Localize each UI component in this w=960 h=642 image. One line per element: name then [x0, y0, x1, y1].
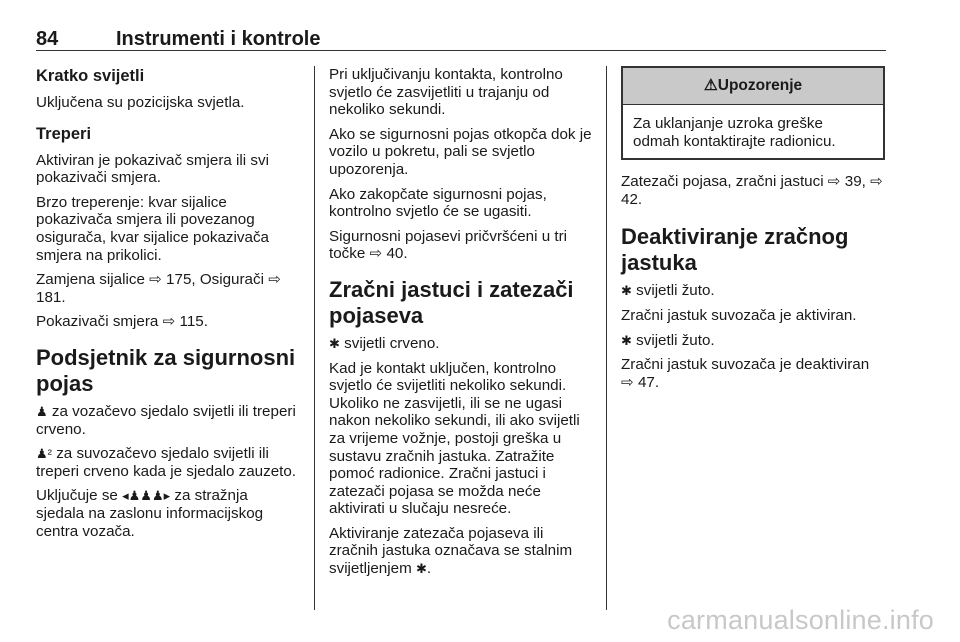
paragraph: Aktiviran je pokazivač smjera ili svi pokazivači smjera.	[36, 151, 269, 187]
page-number: 84	[36, 28, 59, 50]
watermark: carmanualsonline.info	[667, 605, 934, 635]
paragraph: Zračni jastuk suvozača je aktiviran.	[621, 306, 857, 324]
section-heading-airbag: Zračni jastuci i zatezači pojaseva	[329, 276, 574, 328]
section-heading-deaktiviranje: Deaktiviranje zračnog jastuka	[621, 224, 849, 276]
subheading-treperi: Treperi	[36, 124, 92, 143]
warning-text: Za uklanjanje uzroka greške odmah kontaktirajte radionicu.	[633, 115, 836, 150]
paragraph: Ako zakopčate sigurnosni pojas, kontrolno svjetlo će se ugasiti.	[329, 185, 547, 221]
paragraph: Zamjena sijalice ⇨ 175, Osigurači ⇨ 181.	[36, 271, 281, 306]
paragraph: Pokazivači smjera ⇨ 115.	[36, 313, 208, 331]
paragraph-text: Aktiviranje zatezača pojaseva ili zračnih jastuka označava se stalnim svijetljenjem	[329, 524, 573, 578]
subheading-kratko: Kratko svijetli	[36, 67, 145, 85]
paragraph: Ako se sigurnosni pojas otkopča dok je vozilo u pokretu, pali se svjetlo upozorenja.	[329, 125, 592, 178]
paragraph-text: za suvozačevo sjedalo svijetli ili treperi crveno kada je sjedalo zauzeto.	[36, 445, 297, 480]
paragraph: Brzo treperenje: kvar sijalice pokazivača smjera ili povezanog osigurača, kvar sijalice pokazivača smjera na prikolici.	[36, 193, 269, 264]
paragraph: Sigurnosni pojasevi pričvršćeni u tri točke ⇨ 40.	[329, 227, 568, 263]
airbag-icon: ✱	[329, 335, 340, 351]
warning-triangle-icon: ⚠	[703, 77, 718, 94]
column-left	[36, 66, 298, 547]
paragraph: Uključena su pozicijska svjetla.	[36, 94, 245, 111]
airbag-off-icon: ✱	[621, 332, 632, 348]
paragraph	[36, 403, 298, 438]
column-divider	[606, 66, 607, 610]
paragraph-text: za vozačevo sjedalo svijetli ili treperi crveno.	[36, 402, 296, 438]
chapter-title: Instrumenti i kontrole	[116, 28, 321, 50]
airbag-icon: ✱	[415, 561, 427, 577]
paragraph-text: svijetli žuto.	[631, 331, 715, 349]
paragraph: Kad je kontakt uključen, kontrolno svjetlo će svijetliti nekoliko sekundi. Ukoliko ne zasvijetli, ili se ne ugasi nakon nekoliko sekundi, ili ako svijetli za vrijeme vožnje, postoji greška u sustavu zračnih jastuka. Zatražite pomoć radionice. Zračni jastuci i zatezači pojasa se možda neće aktivirati u slučaju nesreće.	[329, 359, 580, 518]
paragraph: Zatezači pojasa, zračni jastuci ⇨ 39, ⇨ 42.	[621, 173, 883, 208]
paragraph	[36, 445, 298, 480]
paragraph: Zračni jastuk suvozača je deaktiviran ⇨ 47.	[621, 356, 870, 391]
paragraph-text: svijetli crveno.	[339, 334, 440, 352]
paragraph: Pri uključivanju kontakta, kontrolno svjetlo će zasvijetliti u trajanju od nekoliko sekundi.	[329, 66, 563, 119]
paragraph	[329, 525, 595, 578]
page-header	[36, 28, 884, 50]
warning-title: Upozorenje	[717, 77, 803, 94]
rear-seats-icon: ◂♟♟♟▸	[122, 488, 171, 504]
paragraph	[621, 332, 885, 350]
header-rule	[36, 50, 886, 51]
column-right	[621, 66, 885, 398]
paragraph-text: Uključuje se	[36, 487, 123, 505]
paragraph-text: .	[426, 560, 432, 578]
seatbelt-icon: ♟	[36, 403, 48, 419]
airbag-on-icon: ✱	[621, 283, 632, 299]
paragraph-text: svijetli žuto.	[631, 282, 715, 300]
warning-header	[623, 68, 883, 105]
column-middle	[329, 66, 595, 585]
passenger-seatbelt-icon: ♟²	[36, 446, 52, 462]
section-heading-podsjetnik: Podsjetnik za sigurnosni pojas	[36, 344, 296, 396]
paragraph	[329, 335, 595, 353]
warning-box	[621, 66, 885, 160]
paragraph-text: za stražnja sjedala na zaslonu informacijskog centra vozača.	[36, 487, 264, 540]
paragraph	[36, 487, 298, 540]
column-divider	[314, 66, 315, 610]
paragraph	[621, 282, 885, 300]
